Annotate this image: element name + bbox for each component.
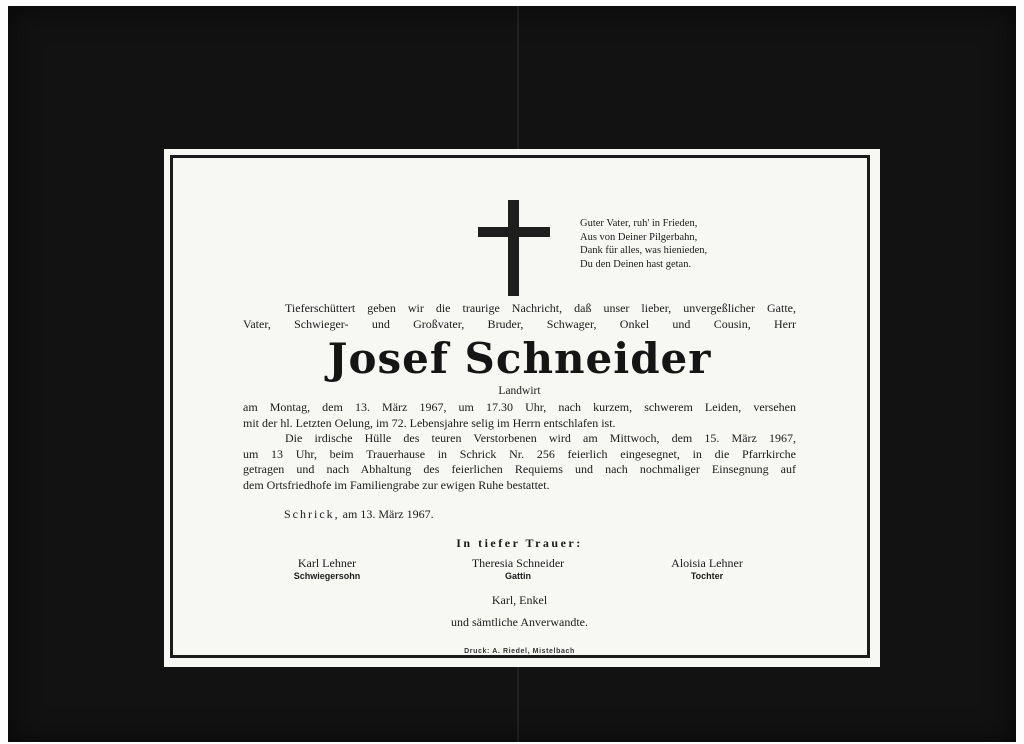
family-line: Karl, Enkel	[491, 593, 548, 607]
body-line: um 13 Uhr, beim Trauerhause in Schrick Nr. 256 feierlich eingesegnet, in die Pfarrkirche	[243, 446, 796, 461]
poem-line: Guter Vater, ruh' in Frieden,	[580, 218, 698, 229]
mourner	[418, 556, 618, 582]
mourner-name: Aloisia Lehner	[671, 556, 743, 570]
date: am 13. März 1967.	[342, 507, 434, 521]
printer-imprint: Druck: A. Riedel, Mistelbach	[464, 648, 575, 655]
mourner-name: Karl Lehner	[297, 556, 357, 570]
place: Schrick,	[284, 507, 340, 521]
deceased-occupation: Landwirt	[498, 385, 541, 397]
mourning-heading: In tiefer Trauer:	[456, 536, 583, 550]
mourner-name: Theresia Schneider	[471, 556, 565, 570]
intro-line: Vater, Schwieger- und Großvater, Bruder, Schwager, Onkel und Cousin, Herr	[243, 317, 796, 331]
announcement-intro	[243, 300, 796, 332]
poem-line: Aus von Deiner Pilgerbahn,	[580, 231, 698, 243]
deceased-name: Josef Schneider	[327, 334, 712, 383]
place-and-date	[284, 507, 434, 522]
poem-line: Dank für alles, was hienieden,	[580, 245, 708, 256]
mourner	[607, 556, 807, 582]
body-line: dem Ortsfriedhofe im Familiengrabe zur ewigen Ruhe bestattet.	[243, 477, 550, 492]
poem-line: Du den Deinen hast getan.	[580, 258, 692, 270]
mourner-role: Gattin	[505, 571, 531, 581]
memorial-poem	[580, 217, 820, 271]
mourner	[227, 556, 427, 582]
mourner-role: Schwiegersohn	[293, 571, 361, 581]
intro-line: Tieferschüttert geben wir die traurige Nachricht, daß unser lieber, unvergeßlicher Gatte,	[285, 301, 796, 315]
mourner-role: Tochter	[690, 571, 724, 581]
body-line: mit der hl. Letzten Oelung, im 72. Lebensjahre selig im Herrn entschlafen ist.	[243, 415, 616, 430]
family-line: und sämtliche Anverwandte.	[451, 615, 588, 629]
body-line: Die irdische Hülle des teuren Verstorbenen wird am Mittwoch, dem 15. März 1967,	[285, 431, 796, 445]
body-line: am Montag, dem 13. März 1967, um 17.30 Uhr, nach kurzem, schwerem Leiden, versehen	[243, 400, 796, 414]
announcement-body	[243, 400, 796, 493]
cross-icon	[478, 200, 550, 296]
body-line: getragen und nach Abhaltung des feierlichen Requiems und nach nochmaliger Einsegnung auf	[243, 462, 796, 476]
family-mourners	[243, 589, 796, 633]
